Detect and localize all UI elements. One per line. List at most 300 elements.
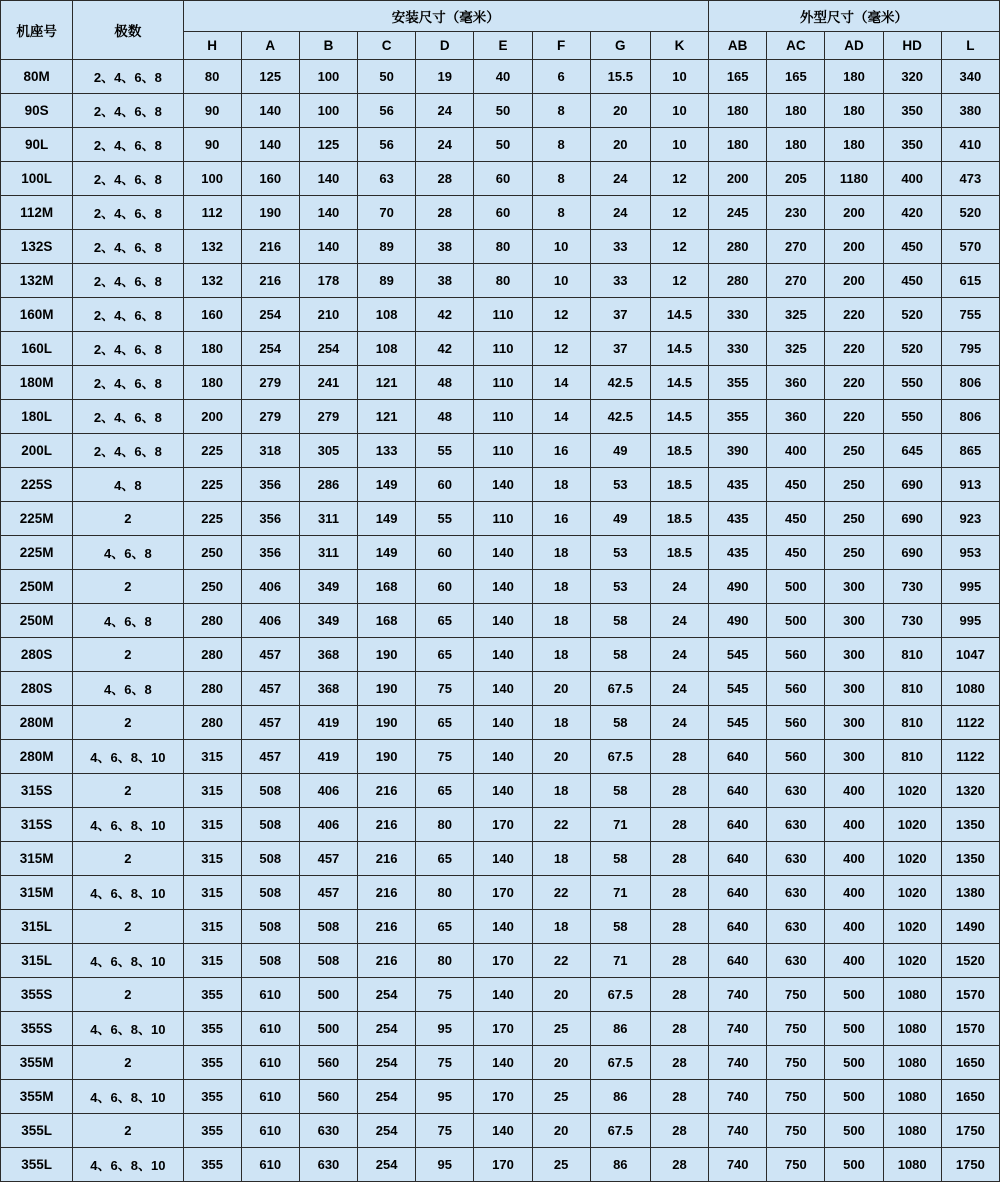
cell-ab: 490 <box>709 604 767 638</box>
cell-poles: 2、4、6、8 <box>73 60 183 94</box>
cell-b: 457 <box>299 876 357 910</box>
cell-g: 20 <box>590 94 650 128</box>
cell-k: 12 <box>650 230 708 264</box>
cell-c: 254 <box>358 1080 416 1114</box>
cell-f: 8 <box>532 162 590 196</box>
table-row <box>1 1046 1000 1080</box>
cell-ad: 250 <box>825 536 883 570</box>
cell-h: 355 <box>183 1080 241 1114</box>
cell-g: 86 <box>590 1148 650 1182</box>
cell-ab: 435 <box>709 536 767 570</box>
cell-poles: 2、4、6、8 <box>73 230 183 264</box>
cell-frame-number: 280S <box>1 638 73 672</box>
cell-a: 457 <box>241 672 299 706</box>
cell-b: 500 <box>299 1012 357 1046</box>
cell-k: 14.5 <box>650 332 708 366</box>
cell-b: 508 <box>299 910 357 944</box>
cell-l: 806 <box>941 400 999 434</box>
cell-k: 24 <box>650 706 708 740</box>
cell-f: 8 <box>532 196 590 230</box>
cell-c: 254 <box>358 1114 416 1148</box>
table-row <box>1 502 1000 536</box>
cell-k: 28 <box>650 1114 708 1148</box>
cell-l: 473 <box>941 162 999 196</box>
cell-g: 86 <box>590 1080 650 1114</box>
cell-c: 190 <box>358 706 416 740</box>
cell-hd: 400 <box>883 162 941 196</box>
table-row <box>1 604 1000 638</box>
cell-ab: 740 <box>709 1046 767 1080</box>
cell-f: 14 <box>532 366 590 400</box>
cell-h: 180 <box>183 332 241 366</box>
cell-f: 8 <box>532 94 590 128</box>
cell-a: 457 <box>241 638 299 672</box>
cell-a: 406 <box>241 570 299 604</box>
cell-frame-number: 160L <box>1 332 73 366</box>
cell-l: 1320 <box>941 774 999 808</box>
cell-g: 58 <box>590 910 650 944</box>
cell-l: 1520 <box>941 944 999 978</box>
cell-g: 33 <box>590 264 650 298</box>
cell-c: 149 <box>358 536 416 570</box>
cell-g: 53 <box>590 468 650 502</box>
table-header <box>1 1 1000 60</box>
cell-k: 24 <box>650 604 708 638</box>
cell-ad: 300 <box>825 604 883 638</box>
cell-l: 340 <box>941 60 999 94</box>
cell-f: 16 <box>532 434 590 468</box>
cell-e: 140 <box>474 774 532 808</box>
cell-frame-number: 132M <box>1 264 73 298</box>
cell-poles: 4、6、8、10 <box>73 944 183 978</box>
cell-e: 110 <box>474 366 532 400</box>
cell-g: 37 <box>590 298 650 332</box>
cell-c: 121 <box>358 400 416 434</box>
cell-h: 132 <box>183 264 241 298</box>
cell-c: 56 <box>358 128 416 162</box>
header-col-f: F <box>532 32 590 60</box>
cell-poles: 2 <box>73 1046 183 1080</box>
cell-c: 89 <box>358 230 416 264</box>
cell-ad: 250 <box>825 468 883 502</box>
cell-ad: 220 <box>825 298 883 332</box>
cell-b: 254 <box>299 332 357 366</box>
cell-ac: 270 <box>767 264 825 298</box>
cell-c: 149 <box>358 468 416 502</box>
cell-f: 18 <box>532 604 590 638</box>
cell-l: 913 <box>941 468 999 502</box>
cell-frame-number: 280S <box>1 672 73 706</box>
cell-ab: 390 <box>709 434 767 468</box>
cell-poles: 2、4、6、8 <box>73 264 183 298</box>
cell-k: 28 <box>650 740 708 774</box>
cell-h: 100 <box>183 162 241 196</box>
cell-f: 18 <box>532 706 590 740</box>
cell-frame-number: 160M <box>1 298 73 332</box>
cell-g: 58 <box>590 604 650 638</box>
cell-l: 1080 <box>941 672 999 706</box>
cell-f: 12 <box>532 298 590 332</box>
cell-b: 630 <box>299 1114 357 1148</box>
cell-h: 315 <box>183 944 241 978</box>
cell-hd: 1080 <box>883 1114 941 1148</box>
cell-ad: 400 <box>825 910 883 944</box>
cell-h: 280 <box>183 638 241 672</box>
cell-ac: 750 <box>767 1114 825 1148</box>
cell-frame-number: 90S <box>1 94 73 128</box>
cell-c: 190 <box>358 672 416 706</box>
cell-ab: 640 <box>709 944 767 978</box>
cell-ab: 245 <box>709 196 767 230</box>
cell-h: 355 <box>183 1114 241 1148</box>
cell-ab: 355 <box>709 400 767 434</box>
cell-frame-number: 132S <box>1 230 73 264</box>
cell-f: 20 <box>532 672 590 706</box>
header-col-d: D <box>416 32 474 60</box>
cell-l: 755 <box>941 298 999 332</box>
cell-h: 132 <box>183 230 241 264</box>
cell-ac: 180 <box>767 94 825 128</box>
cell-a: 610 <box>241 978 299 1012</box>
cell-h: 355 <box>183 1046 241 1080</box>
cell-d: 80 <box>416 944 474 978</box>
cell-ad: 500 <box>825 978 883 1012</box>
cell-frame-number: 315M <box>1 876 73 910</box>
cell-g: 53 <box>590 570 650 604</box>
cell-g: 67.5 <box>590 740 650 774</box>
cell-ac: 630 <box>767 774 825 808</box>
cell-poles: 4、6、8 <box>73 536 183 570</box>
cell-ad: 400 <box>825 944 883 978</box>
cell-h: 315 <box>183 740 241 774</box>
table-row <box>1 876 1000 910</box>
cell-ac: 630 <box>767 808 825 842</box>
cell-g: 67.5 <box>590 1046 650 1080</box>
cell-e: 170 <box>474 876 532 910</box>
cell-b: 241 <box>299 366 357 400</box>
cell-f: 18 <box>532 570 590 604</box>
cell-a: 610 <box>241 1080 299 1114</box>
cell-b: 349 <box>299 570 357 604</box>
table-row <box>1 1114 1000 1148</box>
cell-g: 15.5 <box>590 60 650 94</box>
cell-hd: 1080 <box>883 1148 941 1182</box>
cell-hd: 550 <box>883 400 941 434</box>
cell-g: 53 <box>590 536 650 570</box>
cell-k: 18.5 <box>650 434 708 468</box>
cell-frame-number: 225M <box>1 502 73 536</box>
cell-ab: 640 <box>709 808 767 842</box>
cell-e: 110 <box>474 434 532 468</box>
cell-f: 6 <box>532 60 590 94</box>
cell-k: 28 <box>650 1148 708 1182</box>
cell-g: 86 <box>590 1012 650 1046</box>
cell-g: 49 <box>590 502 650 536</box>
cell-k: 10 <box>650 60 708 94</box>
cell-a: 356 <box>241 502 299 536</box>
cell-f: 14 <box>532 400 590 434</box>
cell-frame-number: 112M <box>1 196 73 230</box>
table-row <box>1 1148 1000 1182</box>
cell-d: 28 <box>416 162 474 196</box>
cell-c: 168 <box>358 604 416 638</box>
cell-c: 216 <box>358 808 416 842</box>
cell-k: 18.5 <box>650 502 708 536</box>
cell-hd: 1020 <box>883 774 941 808</box>
cell-poles: 4、6、8 <box>73 604 183 638</box>
cell-f: 25 <box>532 1148 590 1182</box>
cell-poles: 2、4、6、8 <box>73 94 183 128</box>
cell-e: 80 <box>474 264 532 298</box>
cell-l: 615 <box>941 264 999 298</box>
table-row <box>1 230 1000 264</box>
header-frame-number: 机座号 <box>1 1 73 60</box>
cell-poles: 2 <box>73 706 183 740</box>
cell-hd: 350 <box>883 94 941 128</box>
cell-k: 28 <box>650 1012 708 1046</box>
header-col-ab: AB <box>709 32 767 60</box>
cell-ac: 630 <box>767 876 825 910</box>
cell-a: 457 <box>241 740 299 774</box>
cell-ac: 560 <box>767 706 825 740</box>
cell-d: 24 <box>416 128 474 162</box>
cell-b: 457 <box>299 842 357 876</box>
cell-h: 315 <box>183 910 241 944</box>
cell-poles: 2 <box>73 638 183 672</box>
cell-l: 1750 <box>941 1148 999 1182</box>
cell-poles: 2、4、6、8 <box>73 366 183 400</box>
cell-ab: 640 <box>709 910 767 944</box>
cell-hd: 645 <box>883 434 941 468</box>
cell-frame-number: 355S <box>1 1012 73 1046</box>
cell-d: 75 <box>416 1046 474 1080</box>
cell-d: 42 <box>416 298 474 332</box>
cell-ac: 750 <box>767 1080 825 1114</box>
cell-ac: 630 <box>767 944 825 978</box>
cell-poles: 2、4、6、8 <box>73 400 183 434</box>
header-pole-number: 极数 <box>73 1 183 60</box>
table-row <box>1 638 1000 672</box>
cell-d: 60 <box>416 468 474 502</box>
cell-a: 254 <box>241 332 299 366</box>
cell-hd: 690 <box>883 468 941 502</box>
cell-ad: 400 <box>825 774 883 808</box>
cell-d: 28 <box>416 196 474 230</box>
cell-frame-number: 355M <box>1 1046 73 1080</box>
cell-c: 254 <box>358 1148 416 1182</box>
cell-c: 216 <box>358 944 416 978</box>
cell-k: 10 <box>650 94 708 128</box>
cell-f: 16 <box>532 502 590 536</box>
cell-h: 315 <box>183 774 241 808</box>
cell-k: 28 <box>650 978 708 1012</box>
cell-f: 10 <box>532 230 590 264</box>
cell-poles: 4、6、8、10 <box>73 740 183 774</box>
cell-hd: 1020 <box>883 808 941 842</box>
cell-c: 63 <box>358 162 416 196</box>
cell-k: 18.5 <box>650 468 708 502</box>
table-row <box>1 332 1000 366</box>
cell-poles: 2 <box>73 842 183 876</box>
cell-ab: 180 <box>709 94 767 128</box>
cell-l: 1490 <box>941 910 999 944</box>
cell-d: 48 <box>416 400 474 434</box>
cell-b: 125 <box>299 128 357 162</box>
header-col-ac: AC <box>767 32 825 60</box>
cell-l: 1650 <box>941 1046 999 1080</box>
cell-f: 22 <box>532 808 590 842</box>
cell-f: 18 <box>532 774 590 808</box>
cell-ab: 640 <box>709 774 767 808</box>
cell-frame-number: 250M <box>1 604 73 638</box>
cell-g: 24 <box>590 196 650 230</box>
header-col-h: H <box>183 32 241 60</box>
cell-hd: 690 <box>883 502 941 536</box>
cell-k: 14.5 <box>650 366 708 400</box>
cell-poles: 4、6、8、10 <box>73 1012 183 1046</box>
cell-h: 315 <box>183 808 241 842</box>
table-row <box>1 672 1000 706</box>
cell-d: 60 <box>416 536 474 570</box>
cell-c: 254 <box>358 1012 416 1046</box>
table-row <box>1 128 1000 162</box>
cell-frame-number: 280M <box>1 706 73 740</box>
cell-hd: 350 <box>883 128 941 162</box>
cell-d: 65 <box>416 910 474 944</box>
cell-b: 500 <box>299 978 357 1012</box>
cell-a: 216 <box>241 230 299 264</box>
cell-hd: 520 <box>883 298 941 332</box>
cell-c: 216 <box>358 910 416 944</box>
cell-frame-number: 315S <box>1 808 73 842</box>
cell-poles: 4、8 <box>73 468 183 502</box>
cell-ad: 300 <box>825 740 883 774</box>
cell-l: 995 <box>941 570 999 604</box>
cell-b: 630 <box>299 1148 357 1182</box>
cell-b: 140 <box>299 196 357 230</box>
cell-hd: 1020 <box>883 842 941 876</box>
cell-d: 38 <box>416 264 474 298</box>
cell-ad: 400 <box>825 876 883 910</box>
table-row <box>1 196 1000 230</box>
cell-h: 315 <box>183 876 241 910</box>
cell-a: 610 <box>241 1012 299 1046</box>
header-col-b: B <box>299 32 357 60</box>
cell-ad: 400 <box>825 842 883 876</box>
cell-d: 55 <box>416 502 474 536</box>
cell-frame-number: 280M <box>1 740 73 774</box>
cell-e: 80 <box>474 230 532 264</box>
cell-e: 140 <box>474 638 532 672</box>
cell-hd: 730 <box>883 604 941 638</box>
table-row <box>1 434 1000 468</box>
cell-l: 1350 <box>941 808 999 842</box>
cell-hd: 1020 <box>883 944 941 978</box>
cell-a: 140 <box>241 128 299 162</box>
cell-frame-number: 315M <box>1 842 73 876</box>
cell-l: 923 <box>941 502 999 536</box>
cell-ad: 200 <box>825 196 883 230</box>
cell-a: 508 <box>241 944 299 978</box>
cell-c: 216 <box>358 876 416 910</box>
cell-k: 28 <box>650 1046 708 1080</box>
cell-f: 25 <box>532 1080 590 1114</box>
cell-d: 95 <box>416 1080 474 1114</box>
cell-k: 12 <box>650 162 708 196</box>
cell-b: 279 <box>299 400 357 434</box>
cell-ac: 560 <box>767 672 825 706</box>
cell-c: 133 <box>358 434 416 468</box>
cell-l: 1122 <box>941 740 999 774</box>
cell-poles: 2 <box>73 1114 183 1148</box>
cell-g: 49 <box>590 434 650 468</box>
cell-frame-number: 355S <box>1 978 73 1012</box>
cell-poles: 2、4、6、8 <box>73 298 183 332</box>
cell-k: 14.5 <box>650 298 708 332</box>
cell-d: 65 <box>416 842 474 876</box>
cell-f: 18 <box>532 910 590 944</box>
header-col-g: G <box>590 32 650 60</box>
cell-g: 37 <box>590 332 650 366</box>
table-row <box>1 264 1000 298</box>
cell-k: 28 <box>650 876 708 910</box>
cell-d: 38 <box>416 230 474 264</box>
cell-ad: 500 <box>825 1148 883 1182</box>
cell-f: 20 <box>532 740 590 774</box>
cell-k: 28 <box>650 842 708 876</box>
cell-ab: 435 <box>709 468 767 502</box>
cell-a: 457 <box>241 706 299 740</box>
table-row <box>1 1080 1000 1114</box>
cell-k: 24 <box>650 638 708 672</box>
cell-ab: 490 <box>709 570 767 604</box>
cell-d: 75 <box>416 740 474 774</box>
cell-g: 67.5 <box>590 672 650 706</box>
cell-e: 40 <box>474 60 532 94</box>
cell-g: 67.5 <box>590 1114 650 1148</box>
cell-ac: 630 <box>767 842 825 876</box>
cell-l: 380 <box>941 94 999 128</box>
cell-ab: 545 <box>709 672 767 706</box>
cell-e: 110 <box>474 502 532 536</box>
cell-ab: 640 <box>709 876 767 910</box>
cell-h: 280 <box>183 706 241 740</box>
cell-b: 508 <box>299 944 357 978</box>
cell-k: 12 <box>650 196 708 230</box>
cell-ad: 500 <box>825 1080 883 1114</box>
cell-ab: 740 <box>709 1012 767 1046</box>
cell-f: 10 <box>532 264 590 298</box>
table-row <box>1 910 1000 944</box>
cell-d: 42 <box>416 332 474 366</box>
cell-h: 225 <box>183 434 241 468</box>
cell-a: 125 <box>241 60 299 94</box>
cell-ad: 180 <box>825 94 883 128</box>
cell-h: 225 <box>183 502 241 536</box>
cell-l: 1380 <box>941 876 999 910</box>
cell-ab: 330 <box>709 298 767 332</box>
table-row <box>1 366 1000 400</box>
cell-ab: 740 <box>709 1114 767 1148</box>
cell-c: 168 <box>358 570 416 604</box>
cell-ad: 400 <box>825 808 883 842</box>
cell-b: 100 <box>299 60 357 94</box>
cell-ad: 220 <box>825 400 883 434</box>
cell-ab: 200 <box>709 162 767 196</box>
cell-b: 368 <box>299 638 357 672</box>
cell-poles: 2 <box>73 910 183 944</box>
cell-e: 50 <box>474 94 532 128</box>
